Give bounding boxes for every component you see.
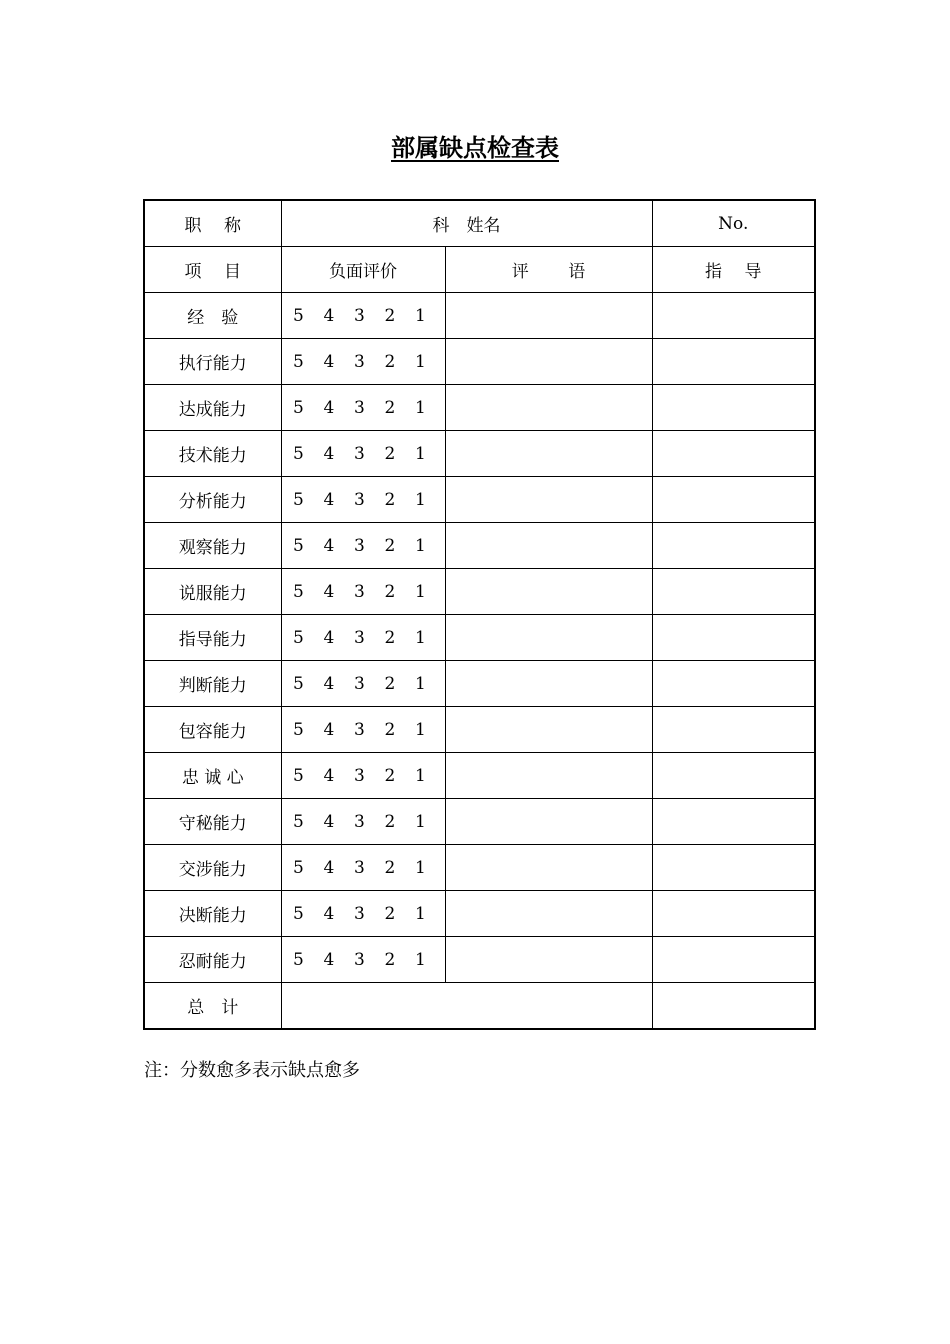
item-name: 执行能力 [144,339,281,385]
comment-cell[interactable] [445,339,652,385]
table-row [144,707,815,753]
guidance-cell[interactable] [652,753,815,799]
footnote: 注：分数愈多表示缺点愈多 [144,1060,360,1081]
table-row [144,523,815,569]
guidance-cell[interactable] [652,891,815,937]
table-row [144,753,815,799]
guidance-cell[interactable] [652,385,815,431]
guidance-cell[interactable] [652,293,815,339]
guidance-cell[interactable] [652,477,815,523]
score-options: 5 4 3 2 1 [281,523,445,569]
comment-cell[interactable] [445,891,652,937]
table-row [144,431,815,477]
score-options: 5 4 3 2 1 [281,891,445,937]
item-name: 判断能力 [144,661,281,707]
item-name: 技术能力 [144,431,281,477]
table-row [144,615,815,661]
score-options: 5 4 3 2 1 [281,477,445,523]
guidance-cell[interactable] [652,937,815,983]
total-value-cell[interactable] [281,983,652,1030]
guidance-cell[interactable] [652,523,815,569]
guidance-cell[interactable] [652,615,815,661]
item-name: 分析能力 [144,477,281,523]
table-row [144,891,815,937]
table-row [144,569,815,615]
table-row [144,661,815,707]
score-options: 5 4 3 2 1 [281,615,445,661]
table-row [144,937,815,983]
item-name: 交涉能力 [144,845,281,891]
score-options: 5 4 3 2 1 [281,661,445,707]
header-row-columns [144,247,815,293]
item-name: 守秘能力 [144,799,281,845]
guidance-cell[interactable] [652,569,815,615]
comment-cell[interactable] [445,707,652,753]
guidance-cell[interactable] [652,339,815,385]
guidance-cell[interactable] [652,845,815,891]
score-options: 5 4 3 2 1 [281,385,445,431]
table-row [144,293,815,339]
total-guidance-cell[interactable] [652,983,815,1030]
comment-cell[interactable] [445,845,652,891]
score-options: 5 4 3 2 1 [281,753,445,799]
guidance-cell[interactable] [652,431,815,477]
score-options: 5 4 3 2 1 [281,431,445,477]
table-row [144,385,815,431]
comment-cell[interactable] [445,753,652,799]
score-options: 5 4 3 2 1 [281,293,445,339]
header-row-position [144,200,815,247]
guidance-cell[interactable] [652,799,815,845]
guidance-cell[interactable] [652,707,815,753]
item-name: 观察能力 [144,523,281,569]
title-text: 部属缺点检查表 [391,134,559,162]
item-name: 忍耐能力 [144,937,281,983]
comment-cell[interactable] [445,615,652,661]
score-options: 5 4 3 2 1 [281,339,445,385]
total-label: 总 计 [144,983,281,1030]
item-name: 达成能力 [144,385,281,431]
guidance-column-header: 指 导 [652,247,815,293]
item-column-header: 项 目 [144,247,281,293]
score-options: 5 4 3 2 1 [281,845,445,891]
table-row [144,477,815,523]
comment-cell[interactable] [445,477,652,523]
evaluation-table [143,199,816,1030]
item-name: 指导能力 [144,615,281,661]
comment-cell[interactable] [445,523,652,569]
comment-cell[interactable] [445,799,652,845]
comment-cell[interactable] [445,431,652,477]
comment-cell[interactable] [445,569,652,615]
comment-column-header: 评 语 [445,247,652,293]
comment-cell[interactable] [445,661,652,707]
score-options: 5 4 3 2 1 [281,569,445,615]
item-name: 说服能力 [144,569,281,615]
table-row [144,845,815,891]
score-options: 5 4 3 2 1 [281,937,445,983]
table-row [144,799,815,845]
comment-cell[interactable] [445,385,652,431]
item-name: 忠 诚 心 [144,753,281,799]
comment-cell[interactable] [445,937,652,983]
comment-cell[interactable] [445,293,652,339]
total-row [144,983,815,1030]
item-name: 决断能力 [144,891,281,937]
score-options: 5 4 3 2 1 [281,707,445,753]
page-title [0,130,950,166]
rating-column-header: 负面评价 [281,247,445,293]
item-name: 经 验 [144,293,281,339]
number-label: No. [652,200,815,247]
position-label: 职 称 [144,200,281,247]
department-name-label: 科 姓名 [281,200,652,247]
table-row [144,339,815,385]
score-options: 5 4 3 2 1 [281,799,445,845]
guidance-cell[interactable] [652,661,815,707]
table-body [144,200,815,1029]
item-name: 包容能力 [144,707,281,753]
